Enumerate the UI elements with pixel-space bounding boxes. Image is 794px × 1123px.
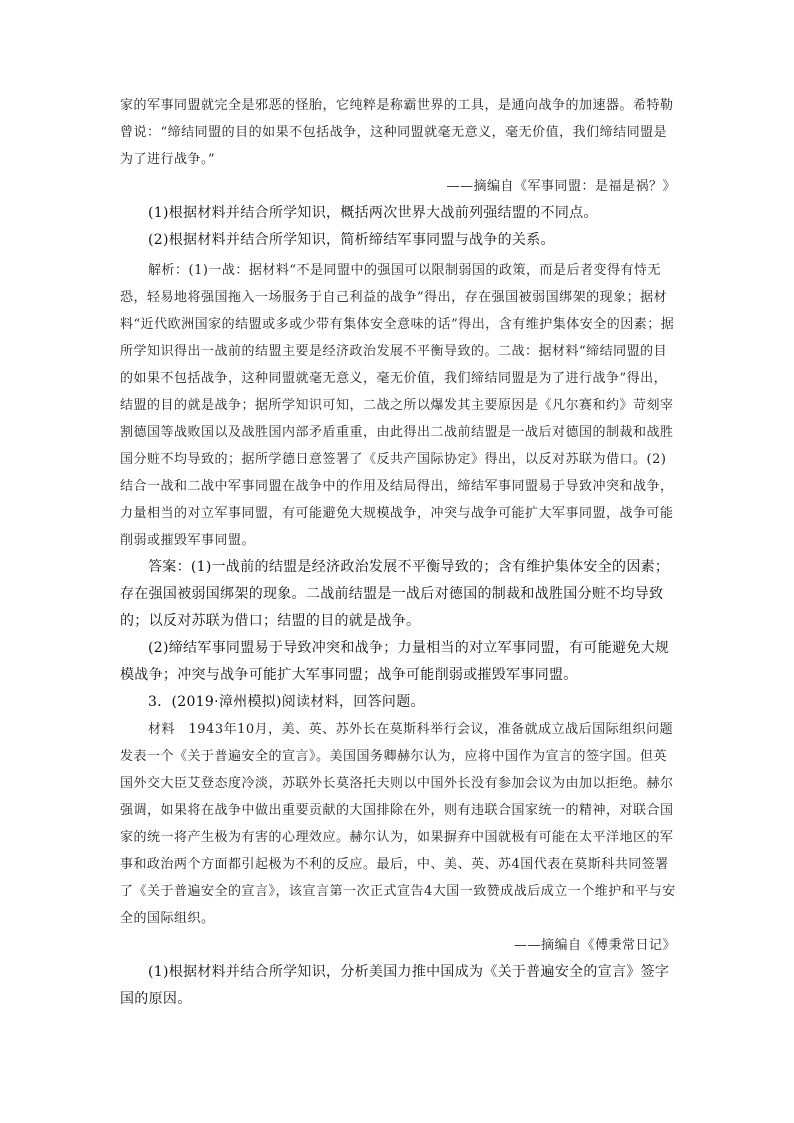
- question-1-2: (2)根据材料并结合所学知识，简析缔结军事同盟与战争的关系。: [148, 232, 555, 248]
- question-3-source: ——摘编自《傅秉常日记》: [513, 938, 676, 953]
- question-1-1: (1)根据材料并结合所学知识，概括两次世界大战前列强结盟的不同点。: [148, 205, 598, 221]
- analysis-paragraph: 解析：(1)一战：据材料“不是同盟中的强国可以限制弱国的政策，而是后者变得有恃无恐，轻易地将强国拖入一场服务于自己利益的战争”得出，存在强国被弱国绑架的现象；据材料“近代欧洲国家的结盟或多或少带有集体安全意味的话”得出，含有维护集体安全的因素；据所学知识得出一战前的结盟主要是经济政治发展不平衡导致的。二战：据材料“缔结同盟的目的如果不包括战争，这种同盟就毫无意义，毫无价值，我们缔结同盟是为了进行战争”得出，结盟的目的就是战争；据所学知识可知，二战之所以爆发其主要原因是《凡尔赛和约》苛刻宰割德国等战败国以及战胜国内部矛盾重重，由此得出二战前结盟是一战后对德国的制裁和战胜国分赃不均导致的；据所学德日意签署了《反共产国际协定》得出，以反对苏联为借口。(2)结合一战和二战中军事同盟在战争中的作用及结局得出，缔结军事同盟易于导致冲突和战争，力量相当的对立军事同盟，有可能避免大规模战争，冲突与战争可能扩大军事同盟，战争可能削弱或摧毁军事同盟。: [120, 263, 675, 548]
- material-continuation: 家的军事同盟就完全是邪恶的怪胎，它纯粹是称霸世界的工具，是通向战争的加速器。希特勒曾说：“缔结同盟的目的如果不包括战争，这种同盟就毫无意义，毫无价值，我们缔结同盟是为了进行战争。”: [120, 98, 674, 167]
- question-3-header: 3．(2019·漳州模拟)阅读材料，回答问题。: [148, 694, 425, 710]
- material-source: ——摘编自《军事同盟：是福是祸？》: [446, 179, 676, 194]
- question-3-1: (1)根据材料并结合所学知识，分析美国力推中国成为《关于普遍安全的宣言》签字国的原因。: [120, 964, 670, 1007]
- answer-paragraph-1: 答案：(1)一战前的结盟是经济政治发展不平衡导致的；含有维护集体安全的因素；存在强国被弱国绑架的现象。二战前结盟是一战后对德国的制裁和战胜国分赃不均导致的；以反对苏联为借口；结盟的目的就是战争。: [120, 559, 670, 629]
- question-3-material: 材料 1943年10月，美、英、苏外长在莫斯科举行会议，准备就成立战后国际组织问题发表一个《关于普遍安全的宣言》。美国国务卿赫尔认为，应将中国作为宣言的签字国。但英国外交大臣艾登态度冷淡，苏联外长莫洛托夫则以中国外长没有参加会议为由加以拒绝。赫尔强调，如果将在战争中做出重要贡献的大国排除在外，则有违联合国家统一的精神，对联合国家的统一将产生极为有害的心理效应。赫尔认为，如果摒弃中国就极有可能在太平洋地区的军事和政治两个方面都引起极为不利的反应。最后，中、美、英、苏4国代表在莫斯科共同签署了《关于普遍安全的宣言》，该宣言第一次正式宣告4大国一致赞成战后成立一个维护和平与安全的国际组织。: [120, 722, 676, 926]
- answer-paragraph-2: (2)缔结军事同盟易于导致冲突和战争；力量相当的对立军事同盟，有可能避免大规模战争；冲突与战争可能扩大军事同盟；战争可能削弱或摧毁军事同盟。: [120, 640, 670, 683]
